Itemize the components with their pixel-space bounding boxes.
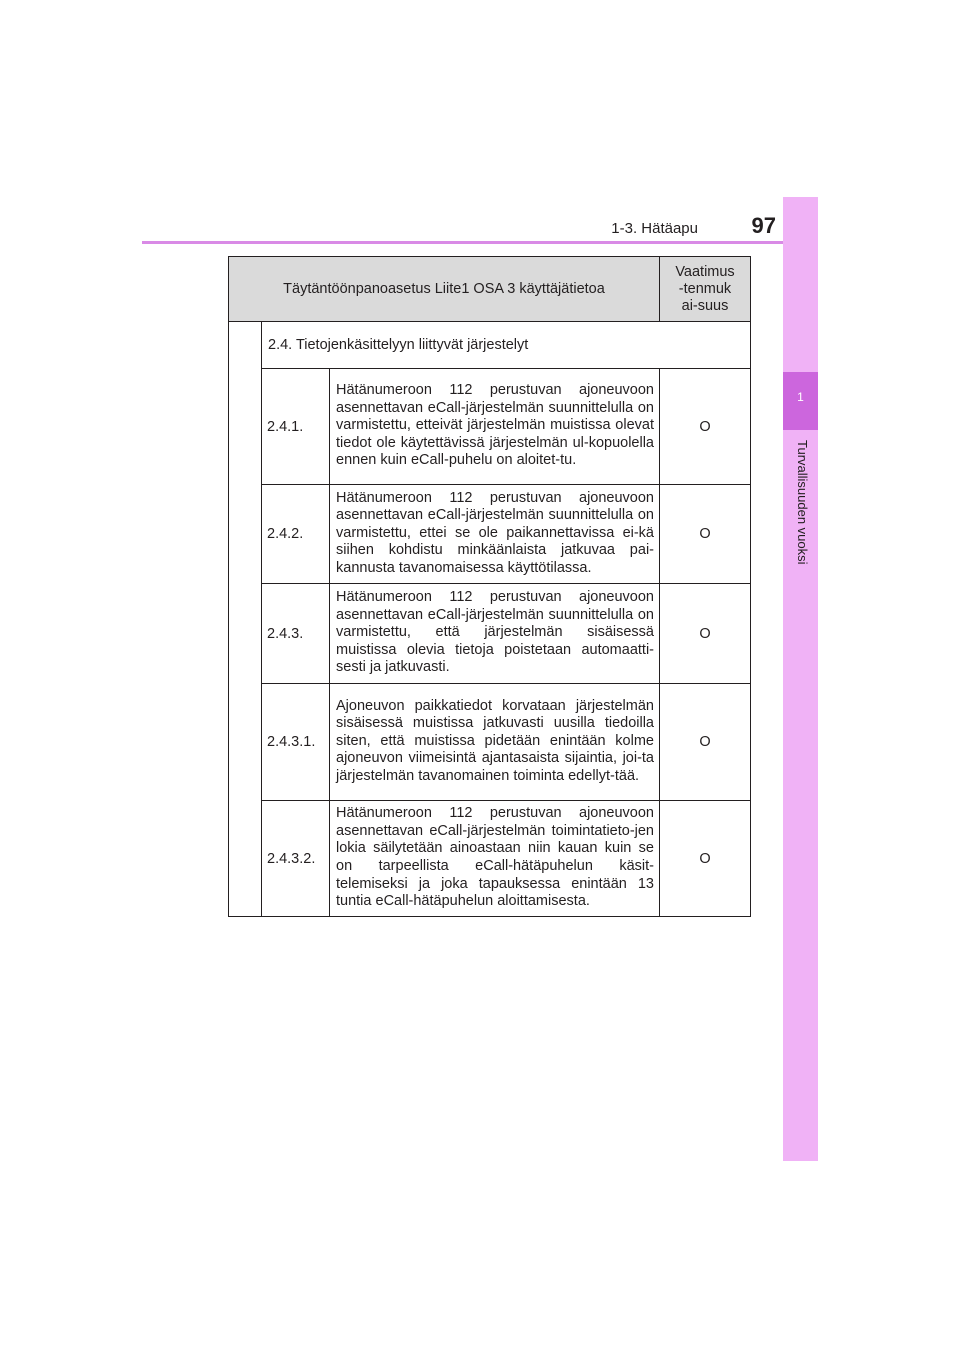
row-text: Hätänumeroon 112 perustuvan ajoneuvoon asennettavan eCall-järjestelmän toimintatieto-jen lokia säilytetään ainoastaan niin kauan kuin se on tarpeellista eCall-hätäpuhelun käsit-telemiseksi ja joka tapauksessa enintään 13 tuntia eCall-hätäpuhelun aloittamisesta. — [330, 801, 660, 917]
section-row — [229, 322, 751, 369]
requirement-header-text: Vaatimus-tenmukai-suus — [675, 263, 735, 314]
section-heading: 2.4. Tietojenkäsittelyyn liittyvät järjestelyt — [262, 322, 751, 369]
table-row — [229, 485, 751, 584]
row-compliance-mark: O — [660, 684, 751, 801]
table-row — [229, 369, 751, 485]
chapter-title: Turvallisuuden vuoksi — [795, 440, 810, 565]
header-divider — [142, 241, 818, 244]
row-compliance-mark: O — [660, 369, 751, 485]
section-title: 1-3. Hätäapu — [611, 220, 698, 237]
row-number: 2.4.3.1. — [262, 684, 330, 801]
row-text: Hätänumeroon 112 perustuvan ajoneuvoon asennettavan eCall-järjestelmän suunnittelulla on varmistettu, ettei se ole paikannettavissa ei-kä siihen kohdistu minkäänlaista jatkuvaa pai-kannusta tavanomaisessa käyttötilassa. — [330, 485, 660, 584]
chapter-number: 1 — [797, 390, 804, 404]
row-compliance-mark: O — [660, 801, 751, 917]
row-number: 2.4.3. — [262, 584, 330, 684]
column-header-regulation: Täytäntöönpanoasetus Liite1 OSA 3 käyttäjätietoa — [229, 257, 660, 322]
chapter-side-tab — [783, 197, 818, 1161]
requirements-table — [228, 256, 751, 917]
row-number: 2.4.3.2. — [262, 801, 330, 917]
row-compliance-mark: O — [660, 485, 751, 584]
table-row — [229, 584, 751, 684]
table-row — [229, 684, 751, 801]
indent-column — [229, 322, 262, 917]
row-number: 2.4.1. — [262, 369, 330, 485]
table-row — [229, 801, 751, 917]
row-text: Hätänumeroon 112 perustuvan ajoneuvoon asennettavan eCall-järjestelmän suunnittelulla on varmistettu, etteivät järjestelmän muistissa olevat tiedot ole käytettävissä järjestelmän ul-kopuolella ennen kuin eCall-puhelu on aloitet-tu. — [330, 369, 660, 485]
column-header-requirement — [660, 257, 751, 322]
page-number: 97 — [751, 213, 776, 238]
row-compliance-mark: O — [660, 584, 751, 684]
table-header-row — [229, 257, 751, 322]
row-number: 2.4.2. — [262, 485, 330, 584]
row-text: Ajoneuvon paikkatiedot korvataan järjestelmän sisäisessä muistissa jatkuvasti uusilla tiedoilla siten, että muistissa pidetään enintään kolme ajoneuvon viimeisintä ajantasaista sijaintia, joi-ta järjestelmän tavanomainen toiminta edellyt-tää. — [330, 684, 660, 801]
row-text: Hätänumeroon 112 perustuvan ajoneuvoon asennettavan eCall-järjestelmän suunnittelulla on varmistettu, että järjestelmän sisäisessä muistissa olevia tietoja poistetaan automaatti-sesti ja jatkuvasti. — [330, 584, 660, 684]
